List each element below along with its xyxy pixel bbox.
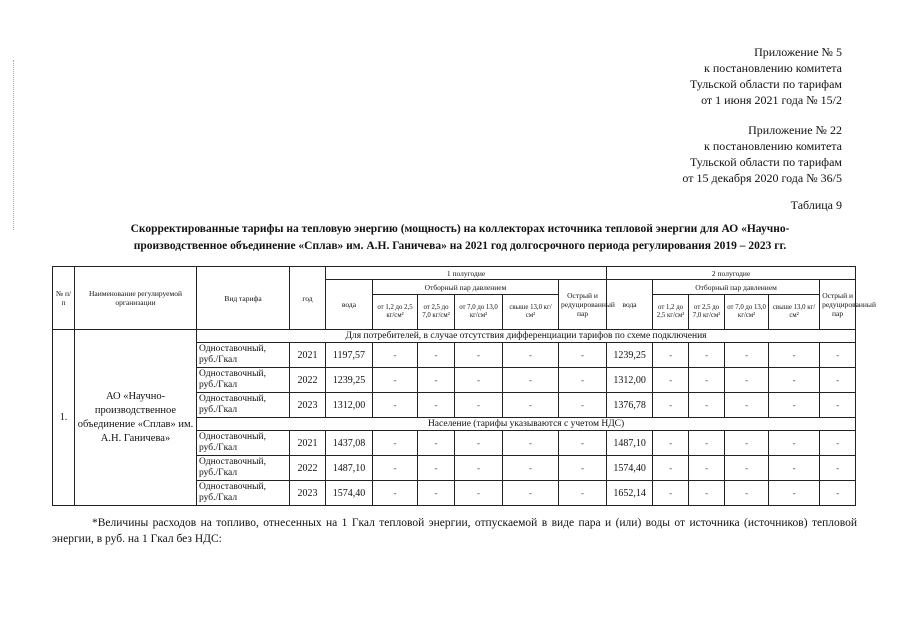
section-label: Население (тарифы указываются с учетом НДС) — [197, 418, 856, 431]
dash-cell: - — [418, 456, 455, 481]
dash-cell: - — [769, 456, 820, 481]
water-h2-value: 1239,25 — [607, 343, 653, 368]
dash-cell: - — [373, 393, 418, 418]
tariff-table — [52, 266, 876, 506]
year-cell: 2021 — [290, 343, 326, 368]
water-h2-value: 1312,00 — [607, 368, 653, 393]
dash-cell: - — [820, 393, 856, 418]
scan-margin-marks — [13, 60, 18, 230]
dash-cell: - — [418, 368, 455, 393]
dash-cell: - — [769, 393, 820, 418]
dash-cell: - — [653, 343, 689, 368]
dash-cell: - — [503, 393, 559, 418]
tariff-type: Одноставочный, руб./Гкал — [197, 456, 290, 481]
year-cell: 2023 — [290, 481, 326, 506]
water-h2-value: 1574,40 — [607, 456, 653, 481]
header-year: год — [290, 267, 326, 330]
water-h1-value: 1574,40 — [326, 481, 373, 506]
header-half-2: 2 полугодие — [607, 267, 856, 280]
water-h1-value: 1239,25 — [326, 368, 373, 393]
dash-cell: - — [820, 368, 856, 393]
dash-cell: - — [559, 481, 607, 506]
header-p3-h1: от 7,0 до 13,0 кг/см² — [455, 295, 503, 330]
dash-cell: - — [373, 431, 418, 456]
appendix-22-line-4: от 15 декабря 2020 года № 36/5 — [682, 171, 842, 185]
dash-cell: - — [373, 368, 418, 393]
dash-cell: - — [559, 431, 607, 456]
dash-cell: - — [689, 343, 725, 368]
appendix-22-line-3: Тульской области по тарифам — [689, 155, 842, 169]
dash-cell: - — [503, 368, 559, 393]
dash-cell: - — [503, 343, 559, 368]
dash-cell: - — [455, 481, 503, 506]
dash-cell: - — [503, 431, 559, 456]
dash-cell: - — [689, 368, 725, 393]
dash-cell: - — [725, 431, 769, 456]
dash-cell: - — [455, 456, 503, 481]
year-cell: 2023 — [290, 393, 326, 418]
header-p1-h2: от 1,2 до 2,5 кг/см² — [653, 295, 689, 330]
dash-cell: - — [820, 456, 856, 481]
dash-cell: - — [653, 393, 689, 418]
dash-cell: - — [653, 431, 689, 456]
dash-cell: - — [559, 393, 607, 418]
dash-cell: - — [653, 481, 689, 506]
appendix-5-line-1: Приложение № 5 — [754, 45, 842, 59]
header-org: Наименование регулируемой организации — [75, 267, 197, 330]
dash-cell: - — [418, 393, 455, 418]
tariff-type: Одноставочный, руб./Гкал — [197, 343, 290, 368]
dash-cell: - — [418, 431, 455, 456]
header-p3-h2: от 7,0 до 13,0 кг/см² — [725, 295, 769, 330]
header-sharp-h1: Острый и редуцированный пар — [559, 280, 607, 330]
dash-cell: - — [455, 393, 503, 418]
dash-cell: - — [455, 343, 503, 368]
tariff-type: Одноставочный, руб./Гкал — [197, 368, 290, 393]
dash-cell: - — [653, 456, 689, 481]
dash-cell: - — [559, 343, 607, 368]
header-p2-h2: от 2,5 до 7,0 кг/см² — [689, 295, 725, 330]
dash-cell: - — [769, 431, 820, 456]
dash-cell: - — [418, 343, 455, 368]
header-type: Вид тарифа — [197, 267, 290, 330]
header-num: № п/п — [53, 267, 75, 330]
dash-cell: - — [559, 368, 607, 393]
dash-cell: - — [373, 481, 418, 506]
dash-cell: - — [455, 368, 503, 393]
dash-cell: - — [689, 393, 725, 418]
header-steam-h2: Отборный пар давлением — [653, 280, 820, 295]
water-h1-value: 1487,10 — [326, 456, 373, 481]
footnote: *Величины расходов на топливо, отнесенных на 1 Гкал тепловой энергии, отпускаемой в виде пара и (или) воды от источника (источников) тепловой энергии, в руб. на 1 Гкал без НДС: — [52, 517, 857, 545]
dash-cell: - — [373, 456, 418, 481]
dash-cell: - — [769, 368, 820, 393]
year-cell: 2022 — [290, 456, 326, 481]
header-steam-h1: Отборный пар давлением — [373, 280, 559, 295]
dash-cell: - — [769, 343, 820, 368]
appendix-22-line-1: Приложение № 22 — [748, 123, 842, 137]
dash-cell: - — [653, 368, 689, 393]
row-number: 1. — [53, 330, 75, 506]
dash-cell: - — [418, 481, 455, 506]
dash-cell: - — [559, 456, 607, 481]
tariff-type: Одноставочный, руб./Гкал — [197, 431, 290, 456]
dash-cell: - — [455, 431, 503, 456]
appendix-5-line-2: к постановлению комитета — [704, 61, 842, 75]
dash-cell: - — [725, 456, 769, 481]
dash-cell: - — [725, 393, 769, 418]
dash-cell: - — [820, 431, 856, 456]
dash-cell: - — [373, 343, 418, 368]
header-water-h2: вода — [607, 280, 653, 330]
header-sharp-h2: Острый и редуцированный пар — [820, 280, 856, 330]
header-p2-h1: от 2,5 до 7,0 кг/см² — [418, 295, 455, 330]
appendix-5-block — [690, 44, 842, 108]
header-p1-h1: от 1,2 до 2,5 кг/см² — [373, 295, 418, 330]
dash-cell: - — [725, 481, 769, 506]
dash-cell: - — [820, 481, 856, 506]
header-water-h1: вода — [326, 280, 373, 330]
table-number: Таблица 9 — [790, 198, 842, 212]
water-h2-value: 1487,10 — [607, 431, 653, 456]
year-cell: 2022 — [290, 368, 326, 393]
appendix-5-line-4: от 1 июня 2021 года № 15/2 — [701, 93, 842, 107]
dash-cell: - — [689, 456, 725, 481]
header-p4-h1: свыше 13,0 кг/см² — [503, 295, 559, 330]
dash-cell: - — [769, 481, 820, 506]
water-h1-value: 1312,00 — [326, 393, 373, 418]
dash-cell: - — [725, 368, 769, 393]
water-h1-value: 1437,08 — [326, 431, 373, 456]
dash-cell: - — [820, 343, 856, 368]
header-p4-h2: свыше 13,0 кг/см² — [769, 295, 820, 330]
dash-cell: - — [689, 481, 725, 506]
appendix-22-block — [682, 122, 842, 186]
dash-cell: - — [503, 481, 559, 506]
header-half-1: 1 полугодие — [326, 267, 607, 280]
water-h2-value: 1652,14 — [607, 481, 653, 506]
appendix-5-line-3: Тульской области по тарифам — [689, 77, 842, 91]
document-title: Скорректированные тарифы на тепловую энергию (мощность) на коллекторах источника тепловой энергии для АО «Научно-производственное объединение «Сплав» им. А.Н. Ганичева» на 2021 год долгосрочного периода регулирования 2019 – 2023 гг. — [130, 223, 790, 252]
water-h2-value: 1376,78 — [607, 393, 653, 418]
water-h1-value: 1197,57 — [326, 343, 373, 368]
year-cell: 2021 — [290, 431, 326, 456]
tariff-type: Одноставочный, руб./Гкал — [197, 393, 290, 418]
dash-cell: - — [503, 456, 559, 481]
section-label: Для потребителей, в случае отсутствия дифференциации тарифов по схеме подключения — [197, 330, 856, 343]
appendix-22-line-2: к постановлению комитета — [704, 139, 842, 153]
dash-cell: - — [725, 343, 769, 368]
dash-cell: - — [689, 431, 725, 456]
org-name: АО «Научно-производственное объединение «Сплав» им. А.Н. Ганичева» — [75, 330, 197, 506]
tariff-type: Одноставочный, руб./Гкал — [197, 481, 290, 506]
